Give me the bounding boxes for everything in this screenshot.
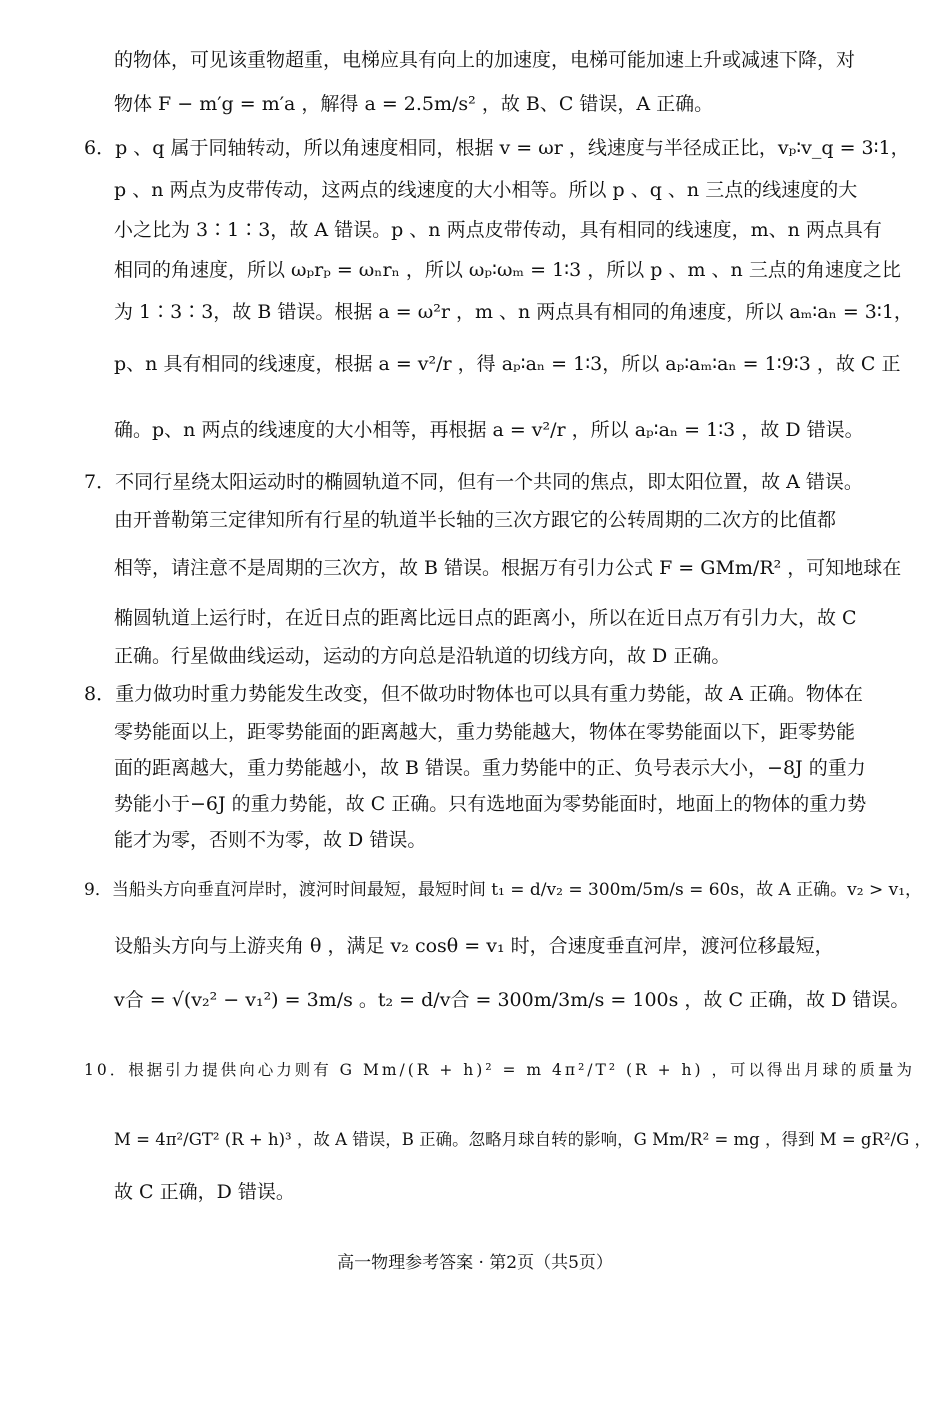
q6-line-4: 相同的角速度，所以 ωₚrₚ = ωₙrₙ ，所以 ωₚ∶ωₘ = 1∶3 ，所以 p 、m 、n 三点的角速度之比 xyxy=(114,259,901,281)
q6-line-1: 6．p 、q 属于同轴转动，所以角速度相同，根据 v = ωr ，线速度与半径成正比，vₚ∶v_q = 3∶1， xyxy=(84,137,910,159)
q8-line-4: 势能小于−6J 的重力势能，故 C 正确。只有选地面为零势能面时，地面上的物体的重力势 xyxy=(114,793,867,815)
q10-line-2: M = 4π²/GT² (R + h)³ ，故 A 错误，B 正确。忽略月球自转的影响，G Mm/R² = mg ，得到 M = gR²/G ， xyxy=(114,1130,932,1149)
q8-line-2: 零势能面以上，距零势能面的距离越大，重力势能越大，物体在零势能面以下，距零势能 xyxy=(114,721,856,743)
q7-line-2: 由开普勒第三定律知所有行星的轨道半长轴的三次方跟它的公转周期的二次方的比值都 xyxy=(114,509,837,531)
q7-line-1: 7．不同行星绕太阳运动时的椭圆轨道不同，但有一个共同的焦点，即太阳位置，故 A 错误。 xyxy=(84,471,863,493)
q10-line-3: 故 C 正确，D 错误。 xyxy=(114,1181,295,1203)
q9-line-2: 设船头方向与上游夹角 θ ，满足 v₂ cosθ = v₁ 时，合速度垂直河岸，渡河位移最短， xyxy=(114,935,834,957)
text-line-1: 的物体，可见该重物超重，电梯应具有向上的加速度，电梯可能加速上升或减速下降，对 xyxy=(114,49,856,71)
text-line-2: 物体 F − m′g = m′a ，解得 a = 2.5m/s² ，故 B、C 错误，A 正确。 xyxy=(114,93,714,115)
q6-line-5: 为 1∶3∶3，故 B 错误。根据 a = ω²r ，m 、n 两点具有相同的角速度，所以 aₘ∶aₙ = 3∶1， xyxy=(114,301,913,323)
page-footer: 高一物理参考答案 · 第2页（共5页） xyxy=(337,1253,613,1273)
q8-line-3: 面的距离越大，重力势能越小，故 B 错误。重力势能中的正、负号表示大小，−8J 的重力 xyxy=(114,757,866,779)
q7-line-3: 相等，请注意不是周期的三次方，故 B 错误。根据万有引力公式 F = GMm/R² ，可知地球在 xyxy=(114,557,902,579)
q7-line-4: 椭圆轨道上运行时，在近日点的距离比远日点的距离小，所以在近日点万有引力大，故 C xyxy=(114,607,857,629)
q8-line-1: 8．重力做功时重力势能发生改变，但不做功时物体也可以具有重力势能，故 A 正确。物体在 xyxy=(84,683,863,705)
q9-line-3: v合 = √(v₂² − v₁²) = 3m/s 。t₂ = d/v合 = 300m/3m/s = 100s ，故 C 正确，故 D 错误。 xyxy=(114,989,910,1011)
q9-line-1: 9．当船头方向垂直河岸时，渡河时间最短，最短时间 t₁ = d/v₂ = 300m/5m/s = 60s，故 A 正确。v₂ > v₁， xyxy=(84,880,923,900)
q6-line-6: p、n 具有相同的线速度，根据 a = v²/r ，得 aₚ∶aₙ = 1∶3，所以 aₚ∶aₘ∶aₙ = 1∶9∶3 ，故 C 正 xyxy=(114,353,901,375)
q6-line-7: 确。p、n 两点的线速度的大小相等，再根据 a = v²/r ，所以 aₚ∶aₙ = 1∶3 ，故 D 错误。 xyxy=(114,419,864,441)
q7-line-5: 正确。行星做曲线运动，运动的方向总是沿轨道的切线方向，故 D 正确。 xyxy=(114,645,731,667)
q6-line-2: p 、n 两点为皮带传动，这两点的线速度的大小相等。所以 p 、q 、n 三点的线速度的大 xyxy=(114,179,858,201)
q6-line-3: 小之比为 3∶1∶3，故 A 错误。p 、n 两点皮带传动，具有相同的线速度，m、n 两点具有 xyxy=(114,219,882,241)
q10-line-1: 10．根据引力提供向心力则有 G Mm/(R + h)² = m 4π²/T² (R + h) ，可以得出月球的质量为 xyxy=(84,1061,915,1079)
q8-line-5: 能才为零，否则不为零，故 D 错误。 xyxy=(114,829,427,851)
